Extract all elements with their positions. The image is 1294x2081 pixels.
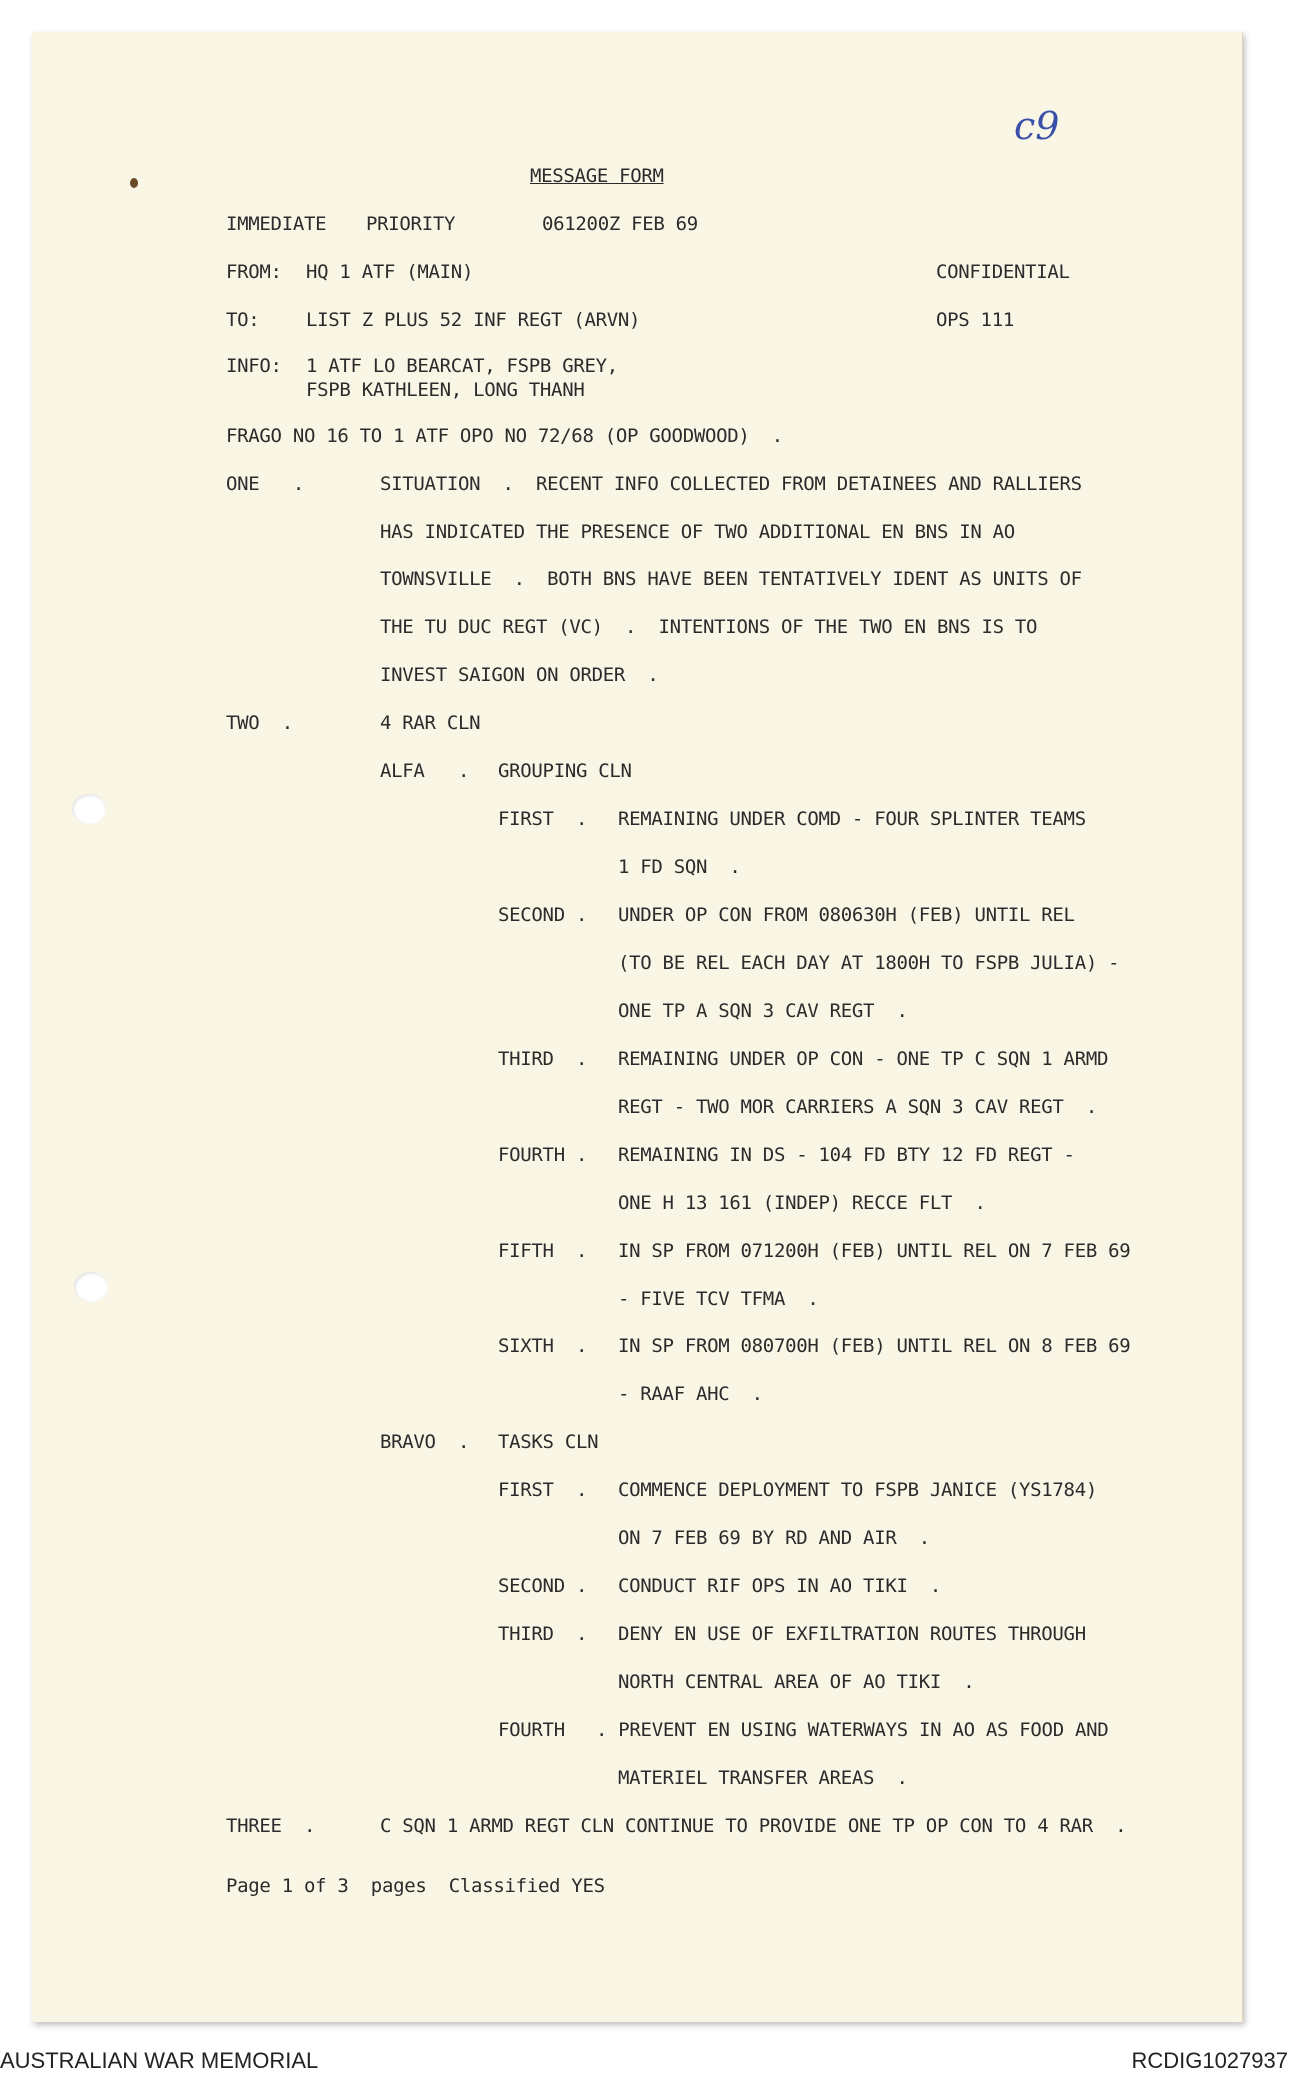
alfa-item-line: ONE TP A SQN 3 CAV REGT . [618, 1000, 908, 1022]
para-two-heading: 4 RAR CLN [380, 712, 481, 734]
bravo-label: BRAVO . [380, 1431, 470, 1453]
document-page [32, 32, 1243, 2022]
bravo-item-line: COMMENCE DEPLOYMENT TO FSPB JANICE (YS1784) [618, 1479, 1097, 1501]
precedence: IMMEDIATE [226, 213, 327, 235]
page-count-line: Page 1 of 3 pages Classified YES [226, 1875, 605, 1897]
bravo-heading: TASKS CLN [498, 1431, 599, 1453]
paper-stain [130, 178, 138, 188]
alfa-heading: GROUPING CLN [498, 760, 632, 782]
bravo-item-label: FIRST . [498, 1479, 588, 1501]
alfa-item-label: FIRST . [498, 808, 588, 830]
date-time-group: 061200Z FEB 69 [542, 213, 698, 235]
alfa-item-line: REGT - TWO MOR CARRIERS A SQN 3 CAV REGT . [618, 1096, 1097, 1118]
para-one-label: ONE . [226, 473, 304, 495]
info-line: 1 ATF LO BEARCAT, FSPB GREY, [306, 355, 618, 377]
para-one-line: TOWNSVILLE . BOTH BNS HAVE BEEN TENTATIVELY IDENT AS UNITS OF [380, 568, 1082, 590]
info-line: FSPB KATHLEEN, LONG THANH [306, 379, 585, 401]
alfa-label: ALFA . [380, 760, 470, 782]
para-one-line: SITUATION . RECENT INFO COLLECTED FROM DETAINEES AND RALLIERS [380, 473, 1082, 495]
ops-reference: OPS 111 [936, 309, 1014, 331]
alfa-item-line: IN SP FROM 080700H (FEB) UNTIL REL ON 8 FEB 69 [618, 1335, 1131, 1357]
alfa-item-label: SIXTH . [498, 1335, 588, 1357]
para-two-label: TWO . [226, 712, 293, 734]
alfa-item-line: - FIVE TCV TFMA . [618, 1288, 819, 1310]
info-label: INFO: [226, 355, 282, 377]
alfa-item-line: (TO BE REL EACH DAY AT 1800H TO FSPB JULIA) - [618, 952, 1120, 974]
priority: PRIORITY [366, 213, 456, 235]
message-form-title: MESSAGE FORM [530, 165, 664, 187]
punch-hole-bottom [74, 1272, 108, 1302]
para-one-line: INVEST SAIGON ON ORDER . [380, 664, 659, 686]
bravo-item-line: MATERIEL TRANSFER AREAS . [618, 1767, 908, 1789]
alfa-item-label: FOURTH . [498, 1144, 588, 1166]
from-label: FROM: [226, 261, 282, 283]
bravo-item-line: NORTH CENTRAL AREA OF AO TIKI . [618, 1671, 975, 1693]
alfa-item-line: REMAINING UNDER OP CON - ONE TP C SQN 1 ARMD [618, 1048, 1109, 1070]
alfa-item-label: SECOND . [498, 904, 588, 926]
alfa-item-line: UNDER OP CON FROM 080630H (FEB) UNTIL REL [618, 904, 1075, 926]
para-one-line: THE TU DUC REGT (VC) . INTENTIONS OF THE TWO EN BNS IS TO [380, 616, 1038, 638]
bravo-item-line: DENY EN USE OF EXFILTRATION ROUTES THROUGH [618, 1623, 1086, 1645]
classification: CONFIDENTIAL [936, 261, 1070, 283]
alfa-item-line: 1 FD SQN . [618, 856, 741, 878]
archive-credit: AUSTRALIAN WAR MEMORIAL [0, 2048, 319, 2073]
bravo-item-line: ON 7 FEB 69 BY RD AND AIR . [618, 1527, 930, 1549]
bravo-item-line: . PREVENT EN USING WATERWAYS IN AO AS FOOD AND [596, 1719, 1109, 1741]
alfa-item-line: ONE H 13 161 (INDEP) RECCE FLT . [618, 1192, 986, 1214]
frago-line: FRAGO NO 16 TO 1 ATF OPO NO 72/68 (OP GOODWOOD) . [226, 425, 783, 447]
punch-hole-top [72, 794, 106, 824]
para-three-label: THREE . [226, 1815, 316, 1837]
para-three-text: C SQN 1 ARMD REGT CLN CONTINUE TO PROVIDE ONE TP OP CON TO 4 RAR . [380, 1815, 1127, 1837]
from-value: HQ 1 ATF (MAIN) [306, 261, 474, 283]
alfa-item-label: THIRD . [498, 1048, 588, 1070]
bravo-item-label: SECOND . [498, 1575, 588, 1597]
alfa-item-label: FIFTH . [498, 1240, 588, 1262]
bravo-item-label: THIRD . [498, 1623, 588, 1645]
archive-reference: RCDIG1027937 [1131, 2048, 1288, 2073]
alfa-item-line: IN SP FROM 071200H (FEB) UNTIL REL ON 7 FEB 69 [618, 1240, 1131, 1262]
alfa-item-line: REMAINING IN DS - 104 FD BTY 12 FD REGT - [618, 1144, 1075, 1166]
alfa-item-line: - RAAF AHC . [618, 1383, 763, 1405]
handwritten-annotation: c9 [1014, 104, 1060, 148]
bravo-item-label: FOURTH [498, 1719, 565, 1741]
to-label: TO: [226, 309, 260, 331]
bravo-item-line: CONDUCT RIF OPS IN AO TIKI . [618, 1575, 942, 1597]
alfa-item-line: REMAINING UNDER COMD - FOUR SPLINTER TEAMS [618, 808, 1086, 830]
para-one-line: HAS INDICATED THE PRESENCE OF TWO ADDITIONAL EN BNS IN AO [380, 521, 1015, 543]
to-value: LIST Z PLUS 52 INF REGT (ARVN) [306, 309, 641, 331]
